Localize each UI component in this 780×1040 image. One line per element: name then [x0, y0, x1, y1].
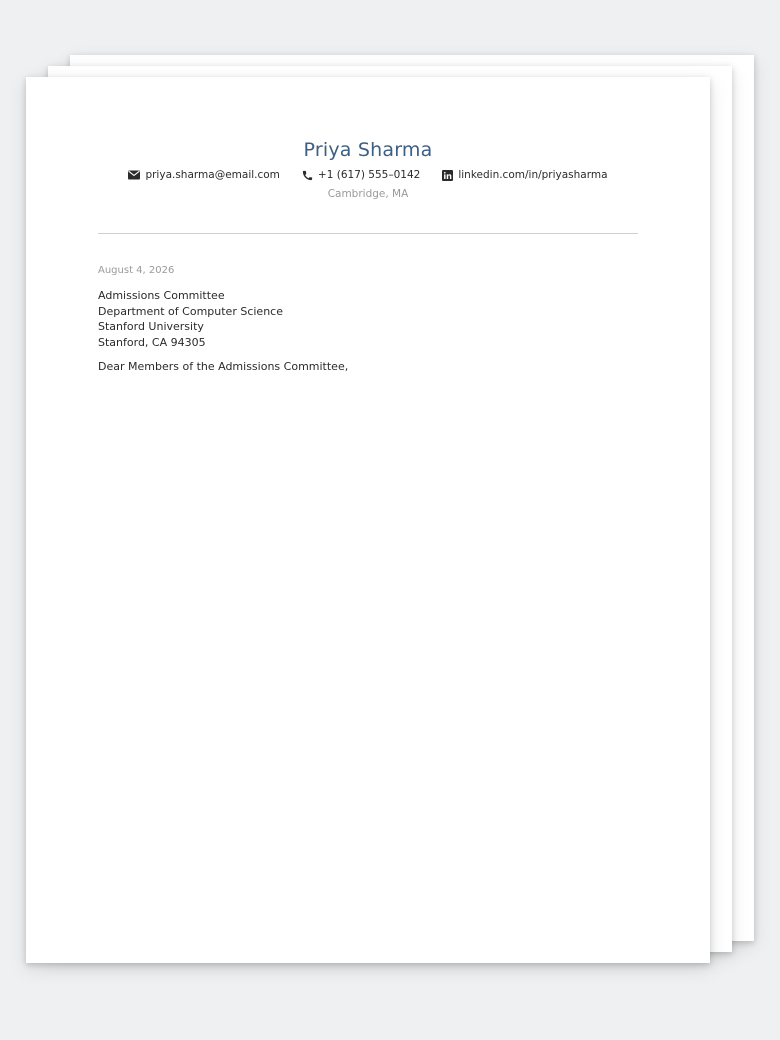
contact-info	[26, 169, 710, 181]
email-text: priya.sharma@email.com	[145, 169, 280, 181]
sender-location: Cambridge, MA	[327, 188, 409, 200]
phone-icon	[302, 170, 313, 181]
phone-text: +1 (617) 555–0142	[317, 169, 421, 181]
recipient-line: Department of Computer Science	[98, 304, 283, 318]
letter-date: August 4, 2026	[98, 265, 175, 276]
header-divider	[98, 233, 638, 234]
linkedin-text: linkedin.com/in/priyasharma	[458, 169, 608, 181]
linkedin-icon	[442, 170, 453, 181]
envelope-icon	[128, 170, 140, 180]
linkedin-contact[interactable]	[442, 169, 607, 181]
email-contact[interactable]	[128, 169, 279, 181]
recipient-line: Admissions Committee	[98, 289, 225, 302]
salutation: Dear Members of the Admissions Committee,	[98, 360, 349, 373]
recipient-address	[98, 288, 283, 350]
recipient-line: Stanford University	[98, 320, 204, 333]
sender-name: Priya Sharma	[303, 139, 433, 161]
phone-contact[interactable]	[302, 169, 420, 181]
letter-page	[26, 77, 710, 963]
recipient-line: Stanford, CA 94305	[98, 335, 206, 349]
